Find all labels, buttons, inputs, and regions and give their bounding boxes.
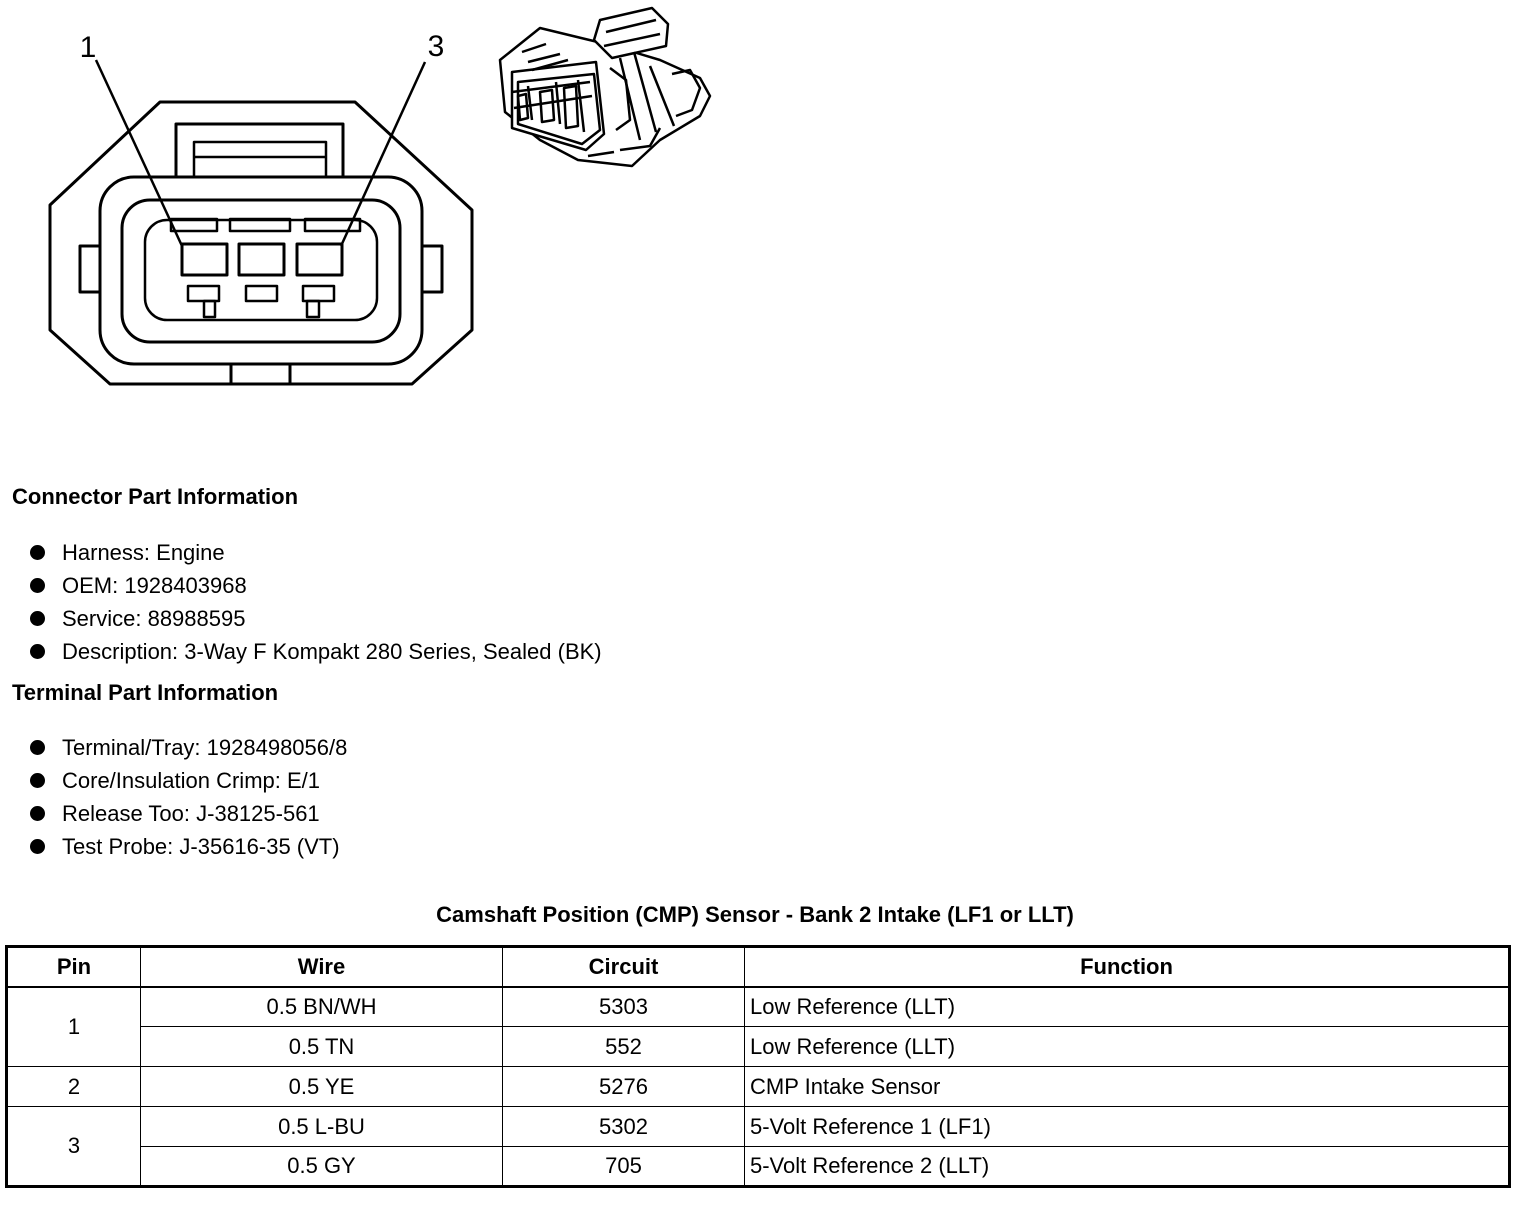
terminal-cavity-3 (297, 244, 342, 275)
table-row (7, 1107, 1510, 1147)
bullet-icon (30, 839, 45, 854)
table-row (7, 1147, 1510, 1187)
terminal-info-list (30, 731, 347, 863)
callout-line-pin-1 (96, 60, 182, 246)
bullet-icon (30, 611, 45, 626)
connector-info-heading: Connector Part Information (12, 484, 299, 509)
circuit-cell: 705 (503, 1147, 745, 1187)
table-title: Camshaft Position (CMP) Sensor - Bank 2 Intake (LF1 or LLT) (436, 902, 1074, 927)
function-cell: CMP Intake Sensor (745, 1067, 1510, 1107)
terminal-release-tool: Release Too: J-38125-561 (62, 801, 320, 826)
circuit-cell: 5303 (503, 987, 745, 1027)
function-cell: 5-Volt Reference 2 (LLT) (745, 1147, 1510, 1187)
bullet-icon (30, 578, 45, 593)
pin-cell: 3 (7, 1107, 141, 1187)
connector-harness: Harness: Engine (62, 540, 225, 565)
connector-service: Service: 88988595 (62, 606, 246, 631)
header-wire: Wire (141, 947, 503, 987)
circuit-cell: 5302 (503, 1107, 745, 1147)
table-row (7, 1027, 1510, 1067)
callout-pin-1: 1 (79, 31, 97, 64)
bullet-icon (30, 773, 45, 788)
connector-description: Description: 3-Way F Kompakt 280 Series, Sealed (BK) (62, 639, 602, 664)
connector-info-list (30, 536, 602, 668)
header-pin: Pin (7, 947, 141, 987)
terminal-cavity-1 (182, 244, 227, 275)
table-row (7, 987, 1510, 1027)
wire-cell: 0.5 GY (141, 1147, 503, 1187)
circuit-cell: 5276 (503, 1067, 745, 1107)
pinout-table (5, 945, 1511, 1188)
connector-latch (176, 124, 343, 176)
terminal-cavity-2 (239, 244, 284, 275)
list-item (30, 764, 347, 797)
connector-right-tab (422, 246, 442, 292)
terminal-tray: Terminal/Tray: 1928498056/8 (62, 735, 348, 760)
pin-cell: 1 (7, 987, 141, 1067)
circuit-cell: 552 (503, 1027, 745, 1067)
bullet-icon (30, 545, 45, 560)
function-cell: Low Reference (LLT) (745, 987, 1510, 1027)
list-item (30, 602, 602, 635)
function-cell: Low Reference (LLT) (745, 1027, 1510, 1067)
list-item (30, 731, 347, 764)
connector-oem: OEM: 1928403968 (62, 573, 247, 598)
connector-diagram (0, 0, 760, 400)
list-item (30, 569, 602, 602)
table-header-row (7, 947, 1510, 987)
bullet-icon (30, 644, 45, 659)
header-function: Function (745, 947, 1510, 987)
bullet-icon (30, 740, 45, 755)
bullet-icon (30, 806, 45, 821)
list-item (30, 830, 347, 863)
connector-left-tab (80, 246, 100, 292)
connector-3d-view (500, 8, 710, 166)
wire-cell: 0.5 BN/WH (141, 987, 503, 1027)
function-cell: 5-Volt Reference 1 (LF1) (745, 1107, 1510, 1147)
connector-inner-body (100, 177, 422, 364)
list-item (30, 797, 347, 830)
wire-cell: 0.5 L-BU (141, 1107, 503, 1147)
callout-pin-3: 3 (427, 30, 445, 63)
terminal-test-probe: Test Probe: J-35616-35 (VT) (62, 834, 340, 859)
terminal-info-heading: Terminal Part Information (12, 680, 279, 705)
wire-cell: 0.5 YE (141, 1067, 503, 1107)
terminal-crimp: Core/Insulation Crimp: E/1 (62, 768, 320, 793)
list-item (30, 536, 602, 569)
table-row (7, 1067, 1510, 1107)
wire-cell: 0.5 TN (141, 1027, 503, 1067)
list-item (30, 635, 602, 668)
header-circuit: Circuit (503, 947, 745, 987)
pin-cell: 2 (7, 1067, 141, 1107)
